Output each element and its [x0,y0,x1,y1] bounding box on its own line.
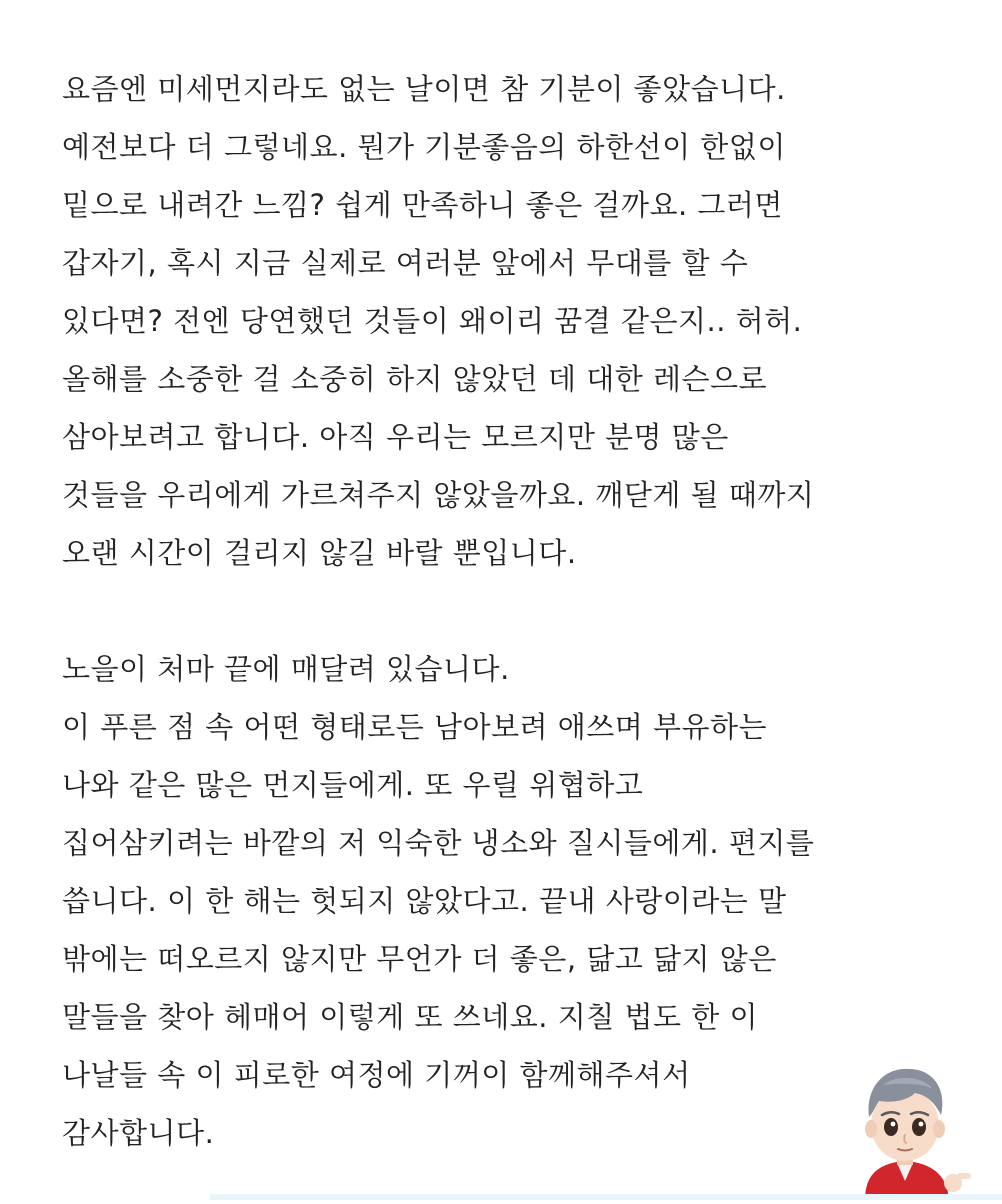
text-line: 말들을 찾아 헤매어 이렇게 또 쓰네요. 지칠 법도 한 이 [62,1000,758,1034]
text-line: 밑으로 내려간 느낌? 쉽게 만족하니 좋은 걸까요. 그러면 [62,188,783,222]
text-line: 집어삼키려는 바깥의 저 익숙한 냉소와 질시들에게. 편지를 [62,826,815,860]
text-line: 이 푸른 점 속 어떤 형태로든 남아보려 애쓰며 부유하는 [62,710,768,744]
character-icon [835,1055,975,1200]
text-line: 것들을 우리에게 가르쳐주지 않았을까요. 깨닫게 될 때까지 [62,478,815,512]
text-line: 요즘엔 미세먼지라도 없는 날이면 참 기분이 좋았습니다. [62,72,786,106]
paragraph-1 [62,60,962,582]
text-line: 갑자기, 혹시 지금 실제로 여러분 앞에서 무대를 할 수 [62,246,749,280]
text-line: 나와 같은 많은 먼지들에게. 또 우릴 위협하고 [62,768,644,802]
text-line: 있다면? 전엔 당연했던 것들이 왜이리 꿈결 같은지.. 허허. [62,304,803,338]
text-line: 올해를 소중한 걸 소중히 하지 않았던 데 대한 레슨으로 [62,362,768,396]
text-line: 밖에는 떠오르지 않지만 무언가 더 좋은, 닮고 닮지 않은 [62,942,777,976]
paragraph-2 [62,640,962,1162]
text-line: 씁니다. 이 한 해는 헛되지 않았다고. 끝내 사랑이라는 말 [62,884,787,918]
text-line: 삼아보려고 합니다. 아직 우리는 모르지만 분명 많은 [62,420,729,454]
text-line: 감사합니다. [62,1116,215,1150]
cartoon-character-sticker [835,1055,975,1200]
text-line: 오랜 시간이 걸리지 않길 바랄 뿐입니다. [62,536,577,570]
text-line: 나날들 속 이 피로한 여정에 기꺼이 함께해주셔서 [62,1058,691,1092]
text-line: 노을이 처마 끝에 매달려 있습니다. [62,652,510,686]
bottom-divider [210,1194,1002,1200]
text-line: 예전보다 더 그렇네요. 뭔가 기분좋음의 하한선이 한없이 [62,130,786,164]
